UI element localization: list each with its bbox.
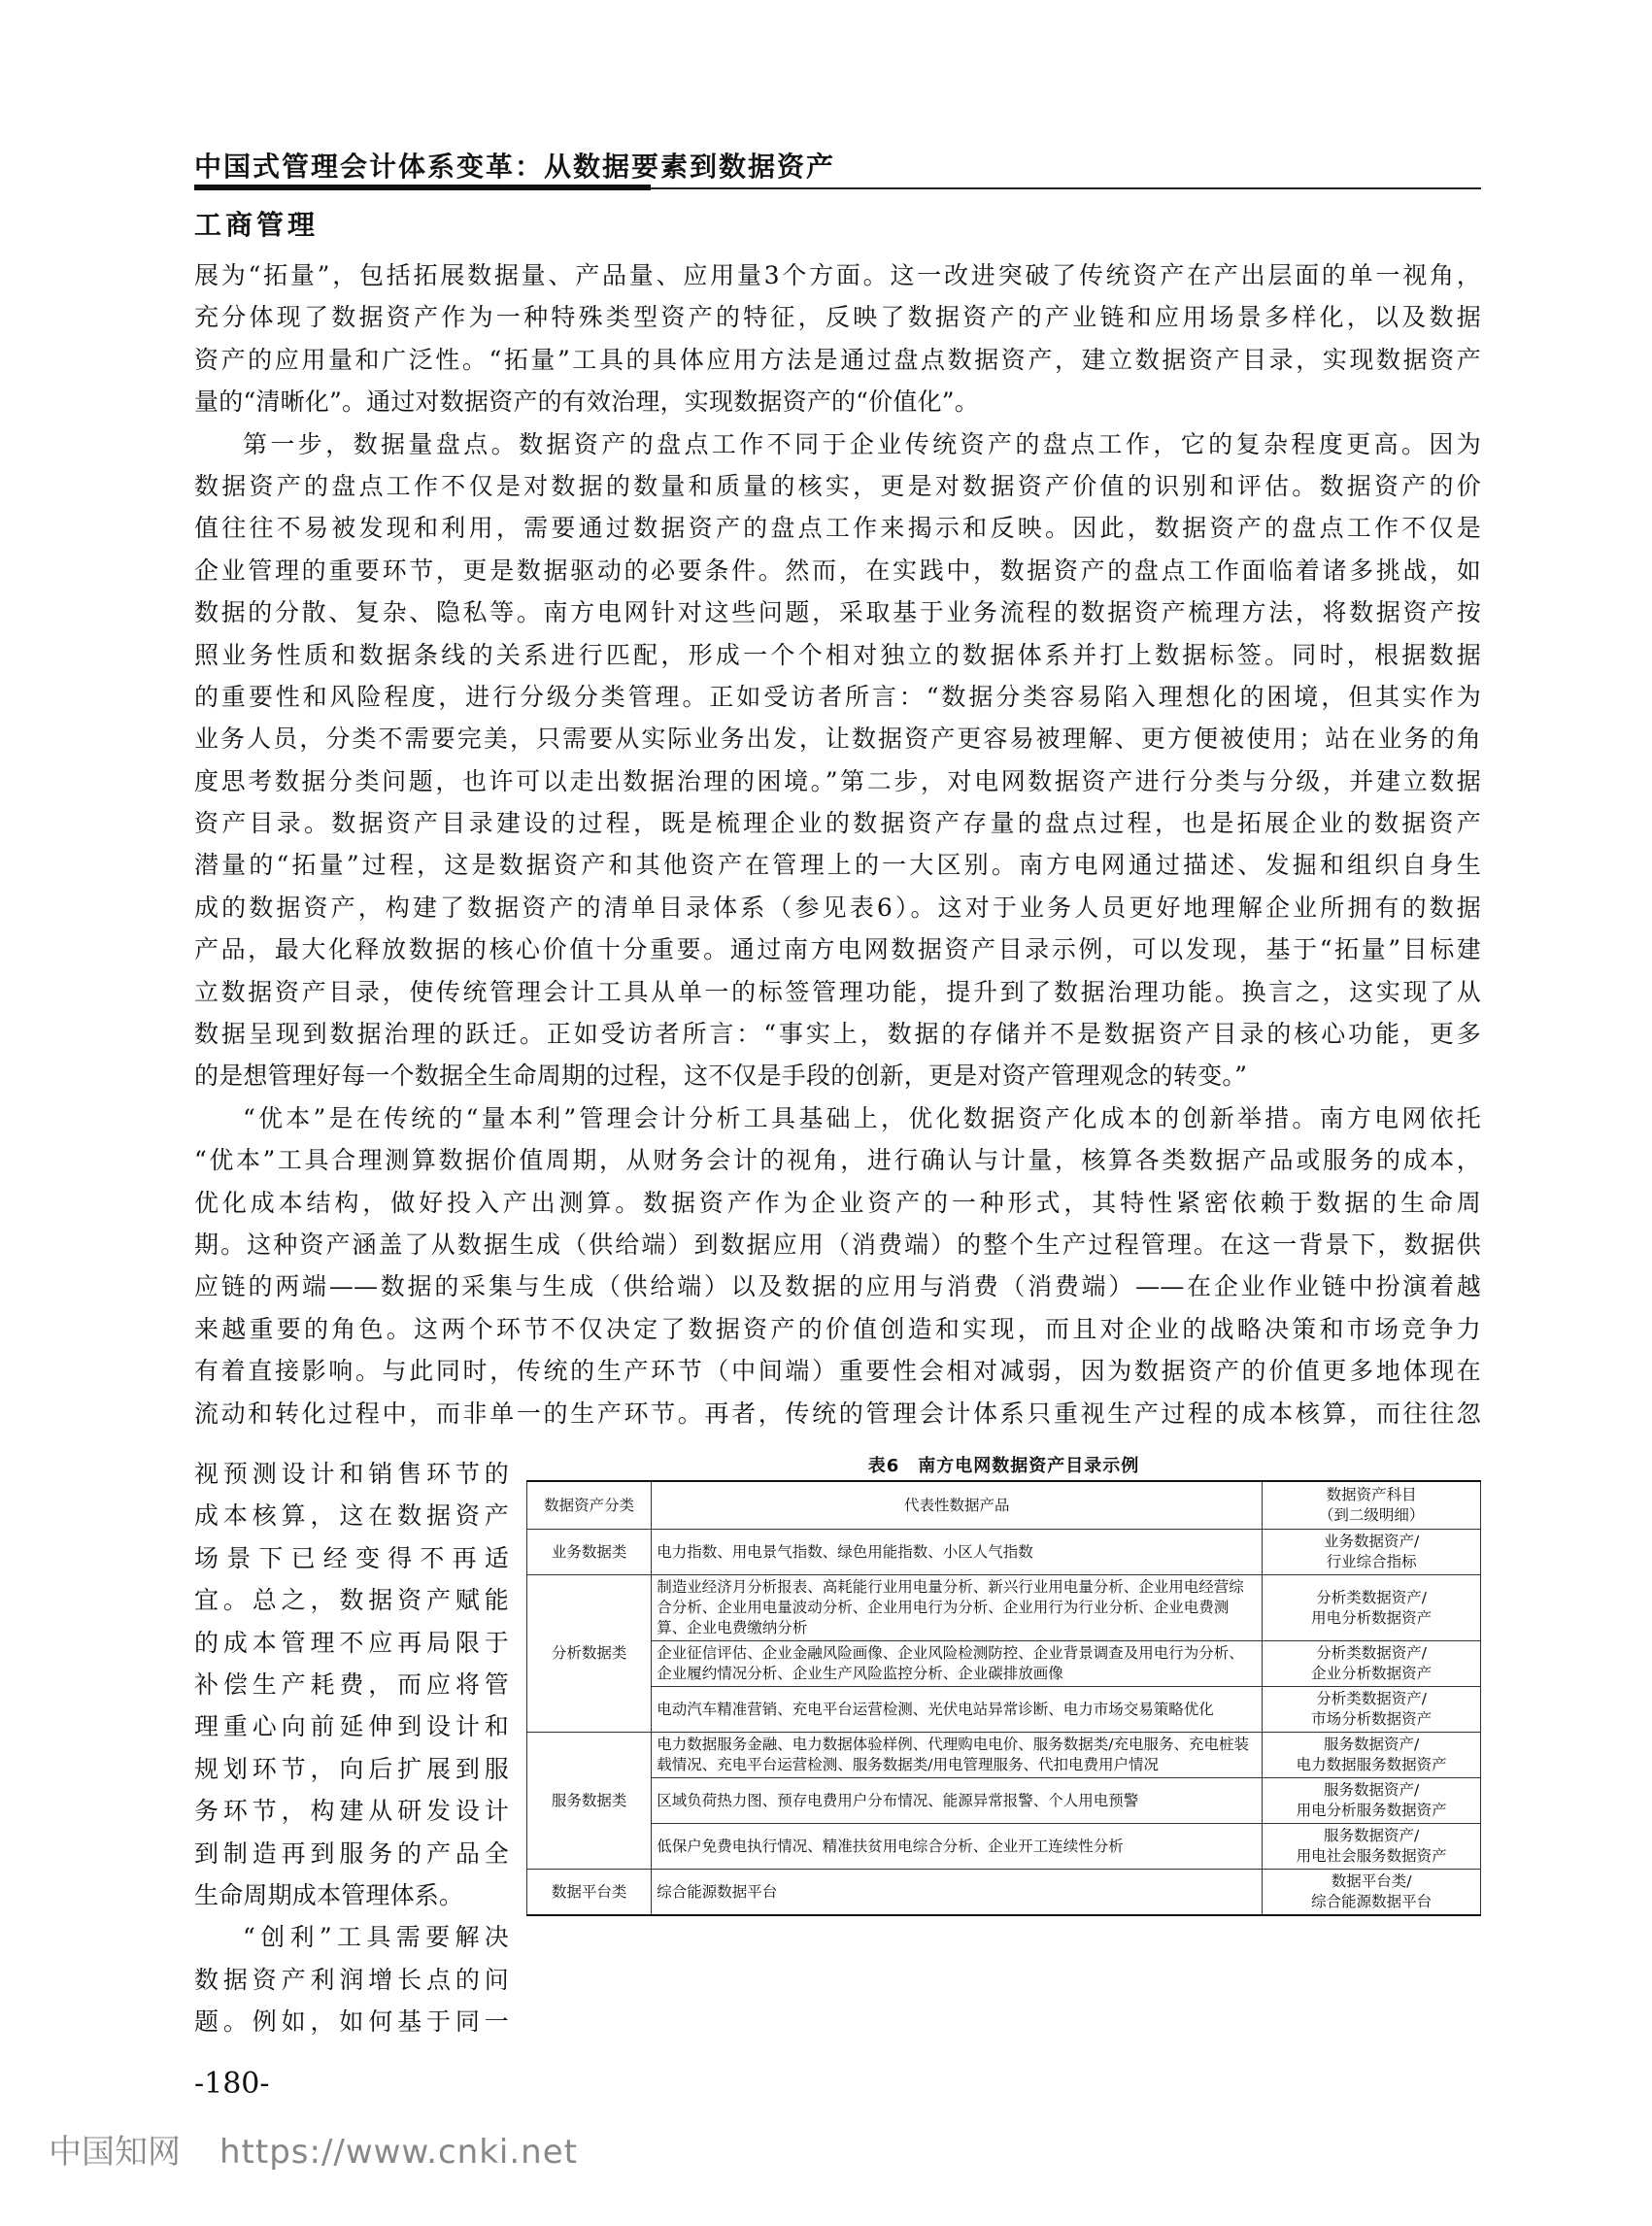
cnki-url: https://www.cnki.net xyxy=(219,2133,578,2172)
text-line: 补偿生产耗费，而应将管 xyxy=(194,1670,509,1699)
table-row xyxy=(527,1733,1481,1778)
text-line: “优本”是在传统的“量本利”管理会计分析工具基础上，优化数据资产化成本的创新举措。南方电网依托 xyxy=(243,1103,1481,1132)
table-cell-category: 数据平台类 xyxy=(527,1870,652,1916)
table-cell-subject: 服务数据资产/ 用电社会服务数据资产 xyxy=(1263,1824,1481,1870)
text-line: 数据资产利润增长点的问 xyxy=(194,1965,509,1994)
text-line: 到制造再到服务的产品全 xyxy=(194,1838,509,1868)
watermark-footer xyxy=(49,2125,578,2173)
data-asset-table xyxy=(526,1480,1481,1916)
text-line: 值往往不易被发现和利用，需要通过数据资产的盘点工作来揭示和反映。因此，数据资产的盘点工作不仅是 xyxy=(194,514,1481,543)
text-line: 充分体现了数据资产作为一种特殊类型资产的特征，反映了数据资产的产业链和应用场景多样化，以及数据 xyxy=(194,303,1481,332)
table-cell-product: 电力数据服务金融、电力数据体验样例、代理购电电价、服务数据类/充电服务、充电桩装载情况、充电平台运营检测、服务数据类/用电管理服务、代扣电费用户情况 xyxy=(652,1733,1263,1778)
text-line: 资产目录。数据资产目录建设的过程，既是梳理企业的数据资产存量的盘点过程，也是拓展企业的数据资产 xyxy=(194,809,1481,838)
table-cell-category: 业务数据类 xyxy=(527,1530,652,1575)
text-line: 业务人员，分类不需要完美，只需要从实际业务出发，让数据资产更容易被理解、更方便被使用；站在业务的角 xyxy=(194,725,1481,754)
text-line: 量的“清晰化”。通过对数据资产的有效治理，实现数据资产的“价值化”。 xyxy=(194,388,979,417)
table-cell-subject: 数据平台类/ 综合能源数据平台 xyxy=(1263,1870,1481,1916)
text-line: 展为“拓量”，包括拓展数据量、产品量、应用量3个方面。这一改进突破了传统资产在产出层面的单一视角， xyxy=(194,261,1481,289)
text-line: 生命周期成本管理体系。 xyxy=(194,1880,464,1909)
text-line: 视预测设计和销售环节的 xyxy=(194,1460,509,1488)
table-cell-category: 分析数据类 xyxy=(527,1575,652,1733)
text-line: 照业务性质和数据条线的关系进行匹配，形成一个个相对独立的数据体系并打上数据标签。同时，根据数据 xyxy=(194,640,1481,669)
text-line: 题。例如，如何基于同一 xyxy=(194,2007,509,2037)
table-cell-product: 企业征信评估、企业金融风险画像、企业风险检测防控、企业背景调查及用电行为分析、企业履约情况分析、企业生产风险监控分析、企业碳排放画像 xyxy=(652,1641,1263,1687)
text-line: 企业管理的重要环节，更是数据驱动的必要条件。然而，在实践中，数据资产的盘点工作面临着诸多挑战，如 xyxy=(194,556,1481,585)
text-line: 成本核算，这在数据资产 xyxy=(194,1501,509,1531)
table-cell-subject: 分析类数据资产/ 市场分析数据资产 xyxy=(1263,1687,1481,1733)
body-text-narrow-column xyxy=(194,1453,509,2042)
table-cell-product: 综合能源数据平台 xyxy=(652,1870,1263,1916)
table-cell-subject: 分析类数据资产/ 企业分析数据资产 xyxy=(1263,1641,1481,1687)
table-caption: 表6 南方电网数据资产目录示例 xyxy=(867,1456,1140,1476)
table-cell-product: 制造业经济月分析报表、高耗能行业用电量分析、新兴行业用电量分析、企业用电经营综合分析、企业用电量波动分析、企业用电行为分析、企业用行为行业分析、企业电费测算、企业电费缴纳分析 xyxy=(652,1575,1263,1641)
text-line: 流动和转化过程中，而非单一的生产环节。再者，传统的管理会计体系只重视生产过程的成本核算，而往往忽 xyxy=(194,1399,1481,1428)
table-row xyxy=(527,1530,1481,1575)
text-line: 立数据资产目录，使传统管理会计工具从单一的标签管理功能，提升到了数据治理功能。换言之，这实现了从 xyxy=(194,977,1481,1006)
table-cell-product: 低保户免费电执行情况、精准扶贫用电综合分析、企业开工连续性分析 xyxy=(652,1824,1263,1870)
text-line: 场景下已经变得不再适 xyxy=(194,1543,509,1572)
table-header-cell: 数据资产科目 （到二级明细） xyxy=(1263,1481,1481,1530)
text-line: 有着直接影响。与此同时，传统的生产环节（中间端）重要性会相对减弱，因为数据资产的价值更多地体现在 xyxy=(194,1357,1481,1386)
text-line: “优本”工具合理测算数据价值周期，从财务会计的视角，进行确认与计量，核算各类数据产品或服务的成本， xyxy=(194,1146,1481,1175)
text-line: 理重心向前延伸到设计和 xyxy=(194,1712,509,1741)
text-line: 数据的分散、复杂、隐私等。南方电网针对这些问题，采取基于业务流程的数据资产梳理方法，将数据资产按 xyxy=(194,598,1481,627)
table-row xyxy=(527,1575,1481,1641)
table-header-cell: 数据资产分类 xyxy=(527,1481,652,1530)
text-line: 宜。总之，数据资产赋能 xyxy=(194,1586,509,1615)
text-line: 期。这种资产涵盖了从数据生成（供给端）到数据应用（消费端）的整个生产过程管理。在这一背景下，数据供 xyxy=(194,1230,1481,1259)
text-line: 的成本管理不应再局限于 xyxy=(194,1628,509,1657)
table-cell-subject: 业务数据资产/ 行业综合指标 xyxy=(1263,1530,1481,1575)
text-line: 资产的应用量和广泛性。“拓量”工具的具体应用方法是通过盘点数据资产，建立数据资产目录，实现数据资产 xyxy=(194,345,1481,374)
text-line: 规划环节，向后扩展到服 xyxy=(194,1754,509,1783)
table-header-cell: 代表性数据产品 xyxy=(652,1481,1263,1530)
table-cell-subject: 分析类数据资产/ 用电分析数据资产 xyxy=(1263,1575,1481,1641)
table-row xyxy=(527,1641,1481,1687)
section-label: 工商管理 xyxy=(194,209,320,241)
text-line: 度思考数据分类问题，也许可以走出数据治理的困境。”第二步，对电网数据资产进行分类与分级，并建立数据 xyxy=(194,766,1481,795)
table-cell-product: 电动汽车精准营销、充电平台运营检测、光伏电站异常诊断、电力市场交易策略优化 xyxy=(652,1687,1263,1733)
table-header-row xyxy=(527,1481,1481,1530)
table-row xyxy=(527,1870,1481,1916)
text-line: 数据呈现到数据治理的跃迁。正如受访者所言：“事实上，数据的存储并不是数据资产目录的核心功能，更多 xyxy=(194,1020,1481,1049)
table-cell-subject: 服务数据资产/ 电力数据服务数据资产 xyxy=(1263,1733,1481,1778)
table-cell-product: 区域负荷热力图、预存电费用户分布情况、能源异常报警、个人用电预警 xyxy=(652,1778,1263,1824)
text-line: 产品，最大化释放数据的核心价值十分重要。通过南方电网数据资产目录示例，可以发现，基于“拓量”目标建 xyxy=(194,935,1481,964)
text-line: 第一步，数据量盘点。数据资产的盘点工作不同于企业传统资产的盘点工作，它的复杂程度更高。因为 xyxy=(243,429,1481,458)
table-row xyxy=(527,1778,1481,1824)
table-cell-category: 服务数据类 xyxy=(527,1733,652,1870)
text-line: 优化成本结构，做好投入产出测算。数据资产作为企业资产的一种形式，其特性紧密依赖于数据的生命周 xyxy=(194,1188,1481,1217)
table-row xyxy=(527,1687,1481,1733)
text-line: 务环节，构建从研发设计 xyxy=(194,1797,509,1826)
journal-title: 中国式管理会计体系变革：从数据要素到数据资产 xyxy=(194,151,836,183)
text-line: 来越重要的角色。这两个环节不仅决定了数据资产的价值创造和实现，而且对企业的战略决策和市场竞争力 xyxy=(194,1314,1481,1343)
table-cell-subject: 服务数据资产/ 用电分析服务数据资产 xyxy=(1263,1778,1481,1824)
text-line: 潜量的“拓量”过程，这是数据资产和其他资产在管理上的一大区别。南方电网通过描述、发掘和组织自身生 xyxy=(194,851,1481,880)
text-line: 应链的两端——数据的采集与生成（供给端）以及数据的应用与消费（消费端）——在企业作业链中扮演着越 xyxy=(194,1272,1481,1301)
text-line: 成的数据资产，构建了数据资产的清单目录体系（参见表6）。这对于业务人员更好地理解企业所拥有的数据 xyxy=(194,893,1481,922)
cnki-logo-text: 中国知网 xyxy=(49,2133,181,2172)
text-line: 的是想管理好每一个数据全生命周期的过程，这不仅是手段的创新，更是对资产管理观念的转变。” xyxy=(194,1062,1248,1091)
body-text xyxy=(194,254,1481,1434)
text-line: “创利”工具需要解决 xyxy=(243,1923,509,1952)
table-cell-product: 电力指数、用电景气指数、绿色用能指数、小区人气指数 xyxy=(652,1530,1263,1575)
text-line: 的重要性和风险程度，进行分级分类管理。正如受访者所言：“数据分类容易陷入理想化的困境，但其实作为 xyxy=(194,682,1481,711)
table-row xyxy=(527,1824,1481,1870)
text-line: 数据资产的盘点工作不仅是对数据的数量和质量的核实，更是对数据资产价值的识别和评估。数据资产的价 xyxy=(194,471,1481,500)
header-rule-accent xyxy=(194,185,651,190)
page-number: -180- xyxy=(194,2067,270,2101)
